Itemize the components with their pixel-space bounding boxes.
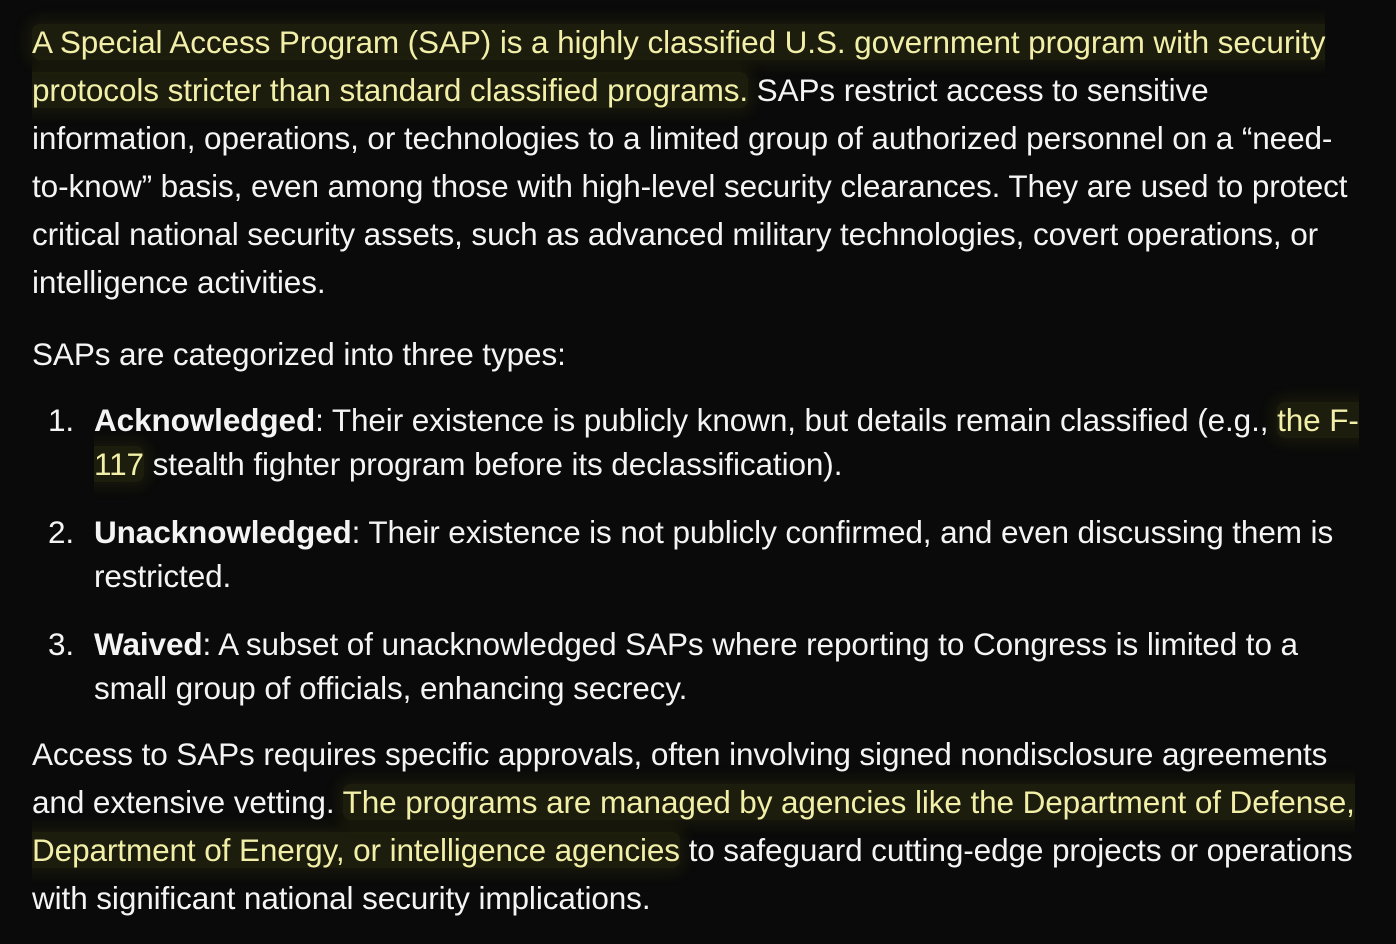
type-description-end: stealth fighter program before its declassification). <box>143 446 843 482</box>
list-item-acknowledged <box>32 398 1366 486</box>
access-text-end: to safeguard cutting-edge projects or operations with significant national security implications. <box>32 832 1353 916</box>
type-description: : Their existence is publicly known, but details remain classified (e.g., <box>315 402 1278 438</box>
intro-paragraph <box>32 18 1366 306</box>
highlighted-text-f117[interactable]: the F-117 <box>94 402 1359 482</box>
highlighted-text-sap-definition[interactable]: A Special Access Program (SAP) is a highly classified U.S. government program with security protocols stricter than standard classified programs. <box>32 24 1326 108</box>
list-item-waived <box>32 622 1366 710</box>
sap-types-list <box>32 398 1366 710</box>
list-number: 3. <box>48 626 75 662</box>
type-description: : Their existence is not publicly confirmed, and even discussing them is restricted. <box>94 514 1334 594</box>
type-term-waived: Waived <box>94 626 203 662</box>
access-text: Access to SAPs requires specific approvals, often involving signed nondisclosure agreements and extensive vetting. <box>32 736 1328 820</box>
access-paragraph <box>32 730 1366 922</box>
types-intro-paragraph: SAPs are categorized into three types: <box>32 336 566 372</box>
list-number: 2. <box>48 514 75 550</box>
intro-text: SAPs restrict access to sensitive information, operations, or technologies to a limited group of authorized personnel on a “need-to-know” basis, even among those with high-level security clearances. They are used to protect critical national security assets, such as advanced military technologies, covert operations, or intelligence activities. <box>32 72 1348 300</box>
type-term-acknowledged: Acknowledged <box>94 402 316 438</box>
highlighted-text-agencies[interactable]: The programs are managed by agencies like the Department of Defense, Department of Energy, or intelligence agencies <box>32 784 1355 868</box>
list-number: 1. <box>48 402 75 438</box>
type-description: : A subset of unacknowledged SAPs where reporting to Congress is limited to a small group of officials, enhancing secrecy. <box>94 626 1298 706</box>
type-term-unacknowledged: Unacknowledged <box>94 514 352 550</box>
list-item-unacknowledged <box>32 510 1366 598</box>
